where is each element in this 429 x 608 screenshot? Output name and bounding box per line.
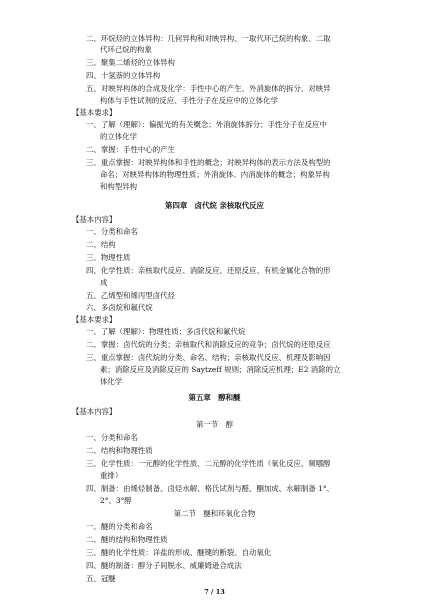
text-line: 重排） bbox=[100, 471, 123, 480]
text-line: 二、掌握：手性中心的产生 bbox=[86, 145, 175, 154]
text-line: 四、制备：由烯烃制备、卤烃水解、格氏试剂与醛、酮加成、水解制备 1°、 bbox=[86, 484, 334, 493]
text-line: 四、十氢萘的立体异构 bbox=[86, 71, 161, 80]
text-line: 六、多卤烷和氟代烷 bbox=[86, 303, 153, 312]
section-heading: 第五章 醇和醚 bbox=[188, 393, 241, 402]
text-line: 三、化学性质：一元醇的化学性质、二元醇的化学性质（氧化反应、频哪醇 bbox=[86, 459, 331, 468]
text-line: 五、对映异构体的合成及化学：手性中心的产生、外消旋体的拆分、对映异 bbox=[86, 84, 331, 93]
text-line: 成 bbox=[100, 278, 108, 287]
text-line: 二、掌握：卤代烷的分类；亲核取代和消除反应的竞争；卤代烷的还原反应 bbox=[86, 340, 331, 349]
text-line: 三、聚集二烯烃的立体异构 bbox=[86, 58, 175, 67]
text-line: 五、冠醚 bbox=[86, 574, 116, 583]
text-line: 的立体化学 bbox=[100, 132, 138, 141]
text-line: 一、分类和命名 bbox=[86, 433, 138, 442]
text-line: 一、了解（理解）：偏振光的有关概念；外消旋体拆分；手性分子在反应中 bbox=[86, 120, 327, 129]
text-line: 【基本内容】 bbox=[72, 407, 117, 416]
page-number: 7 / 13 bbox=[204, 588, 225, 596]
text-line: 2°、3°醇 bbox=[100, 496, 132, 505]
text-line: 一、了解（理解）：物理性质；多卤代烷和氟代烷 bbox=[86, 327, 246, 336]
text-line: 二、环烷烃的立体异构：几何异构和对映异构、一取代环己烷的构象、二取 bbox=[86, 34, 331, 43]
text-line: 素；消除反应及消除反应的 Saytzeff 规则；消除反应机理；E2 消除的立 bbox=[100, 365, 341, 374]
text-line: 和构型异构 bbox=[100, 182, 138, 191]
text-line: 【基本内容】 bbox=[72, 215, 117, 224]
text-line: 三、重点掌握：卤代烷的分类、命名、结构；亲核取代反应、机理及影响因 bbox=[86, 353, 331, 362]
text-line: 二、结构和物理性质 bbox=[86, 446, 153, 455]
text-line: 三、重点掌握：对映异构体和手性的概念；对映异构体的表示方法及构型的 bbox=[86, 158, 331, 167]
text-line: 五、乙烯型和烯丙型卤代烃 bbox=[86, 291, 175, 300]
text-line: 二、结构 bbox=[86, 240, 116, 249]
text-line: 三、醚的化学性质：详盐的形成、醚键的断裂、自动氧化 bbox=[86, 548, 272, 557]
text-line: 三、物理性质 bbox=[86, 253, 131, 262]
text-line: 【基本要求】 bbox=[72, 315, 117, 324]
section-heading: 第一节 醇 bbox=[195, 420, 234, 429]
text-line: 【基本要求】 bbox=[72, 108, 117, 117]
text-line: 二、醚的结构和物理性质 bbox=[86, 535, 168, 544]
text-line: 四、化学性质：亲核取代反应、消除反应、还原反应、有机金属化合物的形 bbox=[86, 266, 331, 275]
text-line: 四、醚的制备：醇分子间脱水、威廉姆逊合成法 bbox=[86, 561, 242, 570]
section-heading: 第二节 醚和环氧化合物 bbox=[173, 509, 256, 518]
text-line: 一、分类和命名 bbox=[86, 227, 138, 236]
section-heading: 第四章 卤代烷 亲核取代反应 bbox=[165, 201, 264, 210]
text-line: 代环己烷的构象 bbox=[100, 45, 152, 54]
text-line: 构体与手性试剂的反应、手性分子在反应中的立体化学 bbox=[100, 96, 278, 105]
text-line: 一、醚的分类和命名 bbox=[86, 522, 153, 531]
text-line: 命名；对映异构体的物理性质；外消旋体、内消旋体的概念；构象异构 bbox=[100, 170, 330, 179]
text-line: 体化学 bbox=[100, 377, 123, 386]
